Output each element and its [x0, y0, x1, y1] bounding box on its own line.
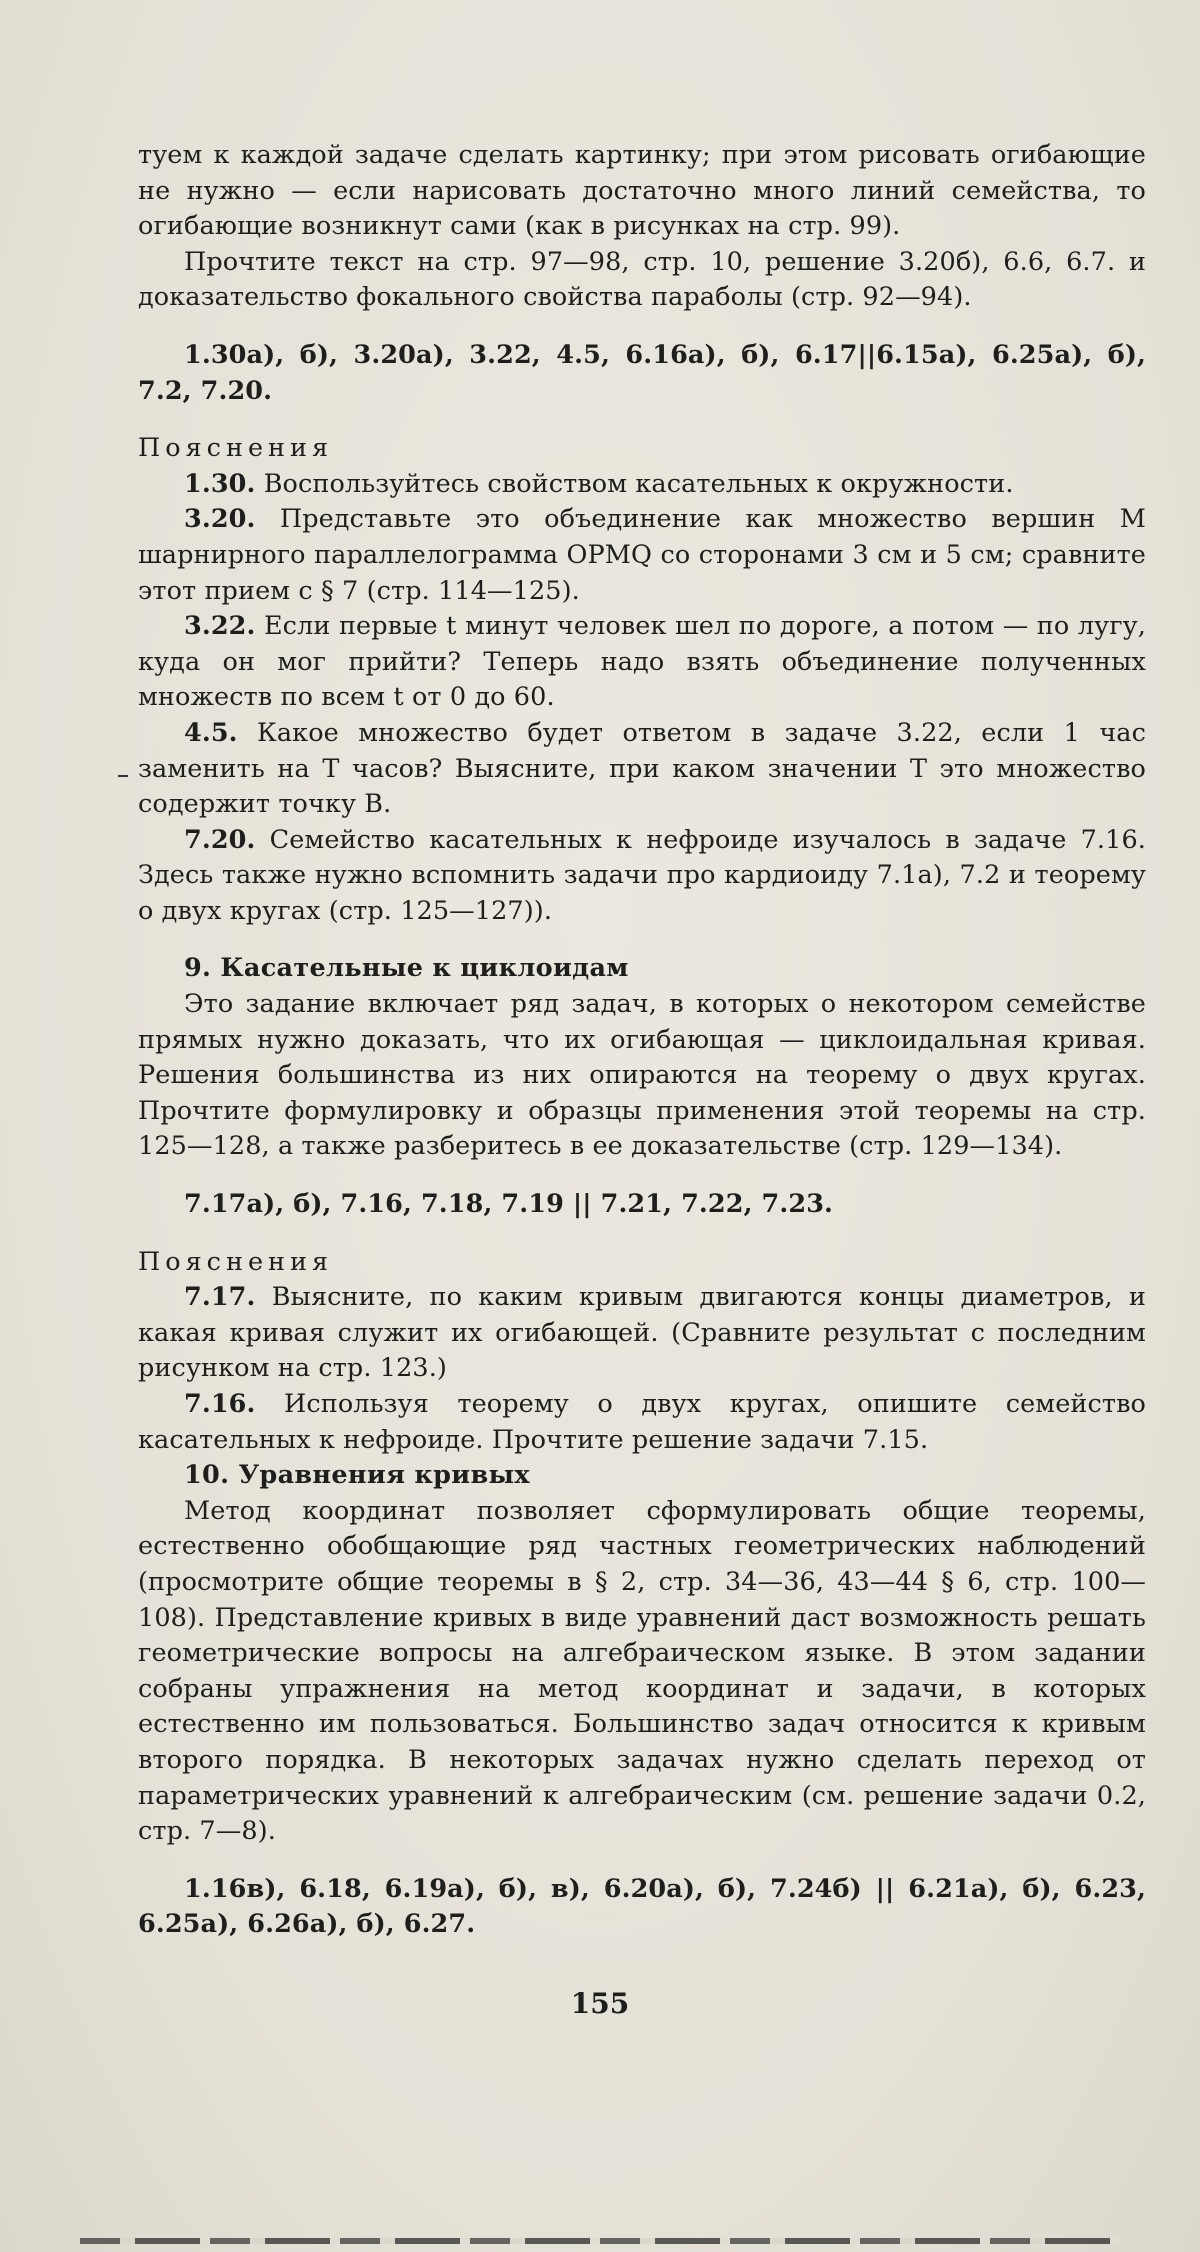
margin-mark [118, 775, 128, 777]
explanation-number: 4.5. [184, 717, 238, 748]
page-body [138, 138, 1146, 1943]
page-number: 155 [570, 1987, 630, 2020]
explanation-number: 1.30. [184, 468, 256, 499]
explanation-7-20 [138, 823, 1146, 930]
explanation-4-5 [138, 716, 1146, 823]
explanation-number: 7.17. [184, 1282, 256, 1313]
explanation-text: Выясните, по каким кривым двигаются концы диаметров, и какая кривая служит их огибающей. (Сравните результат с последним рисунком на стр. 123.) [138, 1282, 1146, 1384]
section-10-heading: 10. Уравнения кривых [184, 1460, 530, 1491]
explanation-text: Используя теорему о двух кругах, опишите семейство касательных к нефроиде. Прочтите решение задачи 7.15. [138, 1389, 1146, 1455]
explanation-text: Воспользуйтесь свойством касательных к окружности. [255, 468, 1014, 499]
explanation-text: Если первые t минут человек шел по дороге, а потом — по лугу, куда он мог прийти? Теперь надо взять объединение полученных множеств по всем t от 0 до 60. [138, 611, 1146, 713]
explanation-text: Семейство касательных к нефроиде изучалось в задаче 7.16. Здесь также нужно вспомнить задачи про кардиоиду 7.1а), 7.2 и теорему о двух кругах (стр. 125—127)). [138, 824, 1146, 926]
explanation-number: 3.20. [184, 504, 256, 535]
paragraph-continued: туем к каждой задаче сделать картинку; при этом рисовать огибающие не нужно — если нарисовать достаточно много линий семейства, то огибающие возникнут сами (как в рисунках на стр. 99). [138, 140, 1146, 242]
explanation-number: 7.20. [184, 824, 256, 855]
problem-list-3: 1.16в), 6.18, 6.19а), б), в), 6.20а), б), 7.24б) || 6.21а), б), 6.23, 6.25а), 6.26а), б), 6.27. [138, 1873, 1146, 1940]
explanation-number: 3.22. [184, 611, 256, 642]
explanation-7-16 [138, 1387, 1146, 1458]
page-bottom-edge [80, 2238, 1120, 2244]
problem-list-2: 7.17а), б), 7.16, 7.18, 7.19 || 7.21, 7.22, 7.23. [184, 1189, 834, 1220]
section-9-text: Это задание включает ряд задач, в которых о некотором семействе прямых нужно доказать, что их огибающая — циклоидальная кривая. Решения большинства из них опираются на теорему о двух кругах. Прочтите формулировку и образцы применения этой теоремы на стр. 125—128, а также разберитесь в ее доказательстве (стр. 129—134). [138, 989, 1146, 1162]
explanation-7-17 [138, 1280, 1146, 1387]
explanations-caption-1: Пояснения [138, 433, 334, 464]
paragraph-reading: Прочтите текст на стр. 97—98, стр. 10, решение 3.20б), 6.6, 6.7. и доказательство фокального свойства параболы (стр. 92—94). [138, 246, 1146, 313]
explanations-caption-2: Пояснения [138, 1246, 334, 1277]
section-10-text: Метод координат позволяет сформулировать общие теоремы, естественно обобщающие ряд частных геометрических наблюдений (просмотрите общие теоремы в § 2, стр. 34—36, 43—44 § 6, стр. 100—108). Представление кривых в виде уравнений даст возможность решать геометрические вопросы на алгебраическом языке. В этом задании собраны упражнения на метод координат и задачи, в которых естественно им пользоваться. Большинство задач относится к кривым второго порядка. В некоторых задачах нужно сделать переход от параметрических уравнений к алгебраическим (см. решение задачи 0.2, стр. 7—8). [138, 1495, 1146, 1847]
explanation-3-20 [138, 502, 1146, 609]
explanation-text: Какое множество будет ответом в задаче 3.22, если 1 час заменить на T часов? Выясните, при каком значении T это множество содержит точку B. [138, 717, 1146, 820]
explanation-number: 7.16. [184, 1389, 256, 1419]
explanation-1-30 [138, 467, 1146, 503]
explanation-text: Представьте это объединение как множество вершин M шарнирного параллелограмма OPMQ со сторонами 3 см и 5 см; сравните этот прием с § 7 (стр. 114—125). [138, 504, 1146, 606]
explanation-3-22 [138, 609, 1146, 716]
problem-list-1: 1.30а), б), 3.20а), 3.22, 4.5, 6.16а), б), 6.17||6.15а), 6.25а), б), 7.2, 7.20. [138, 339, 1146, 406]
section-9-heading: 9. Касательные к циклоидам [184, 953, 629, 984]
